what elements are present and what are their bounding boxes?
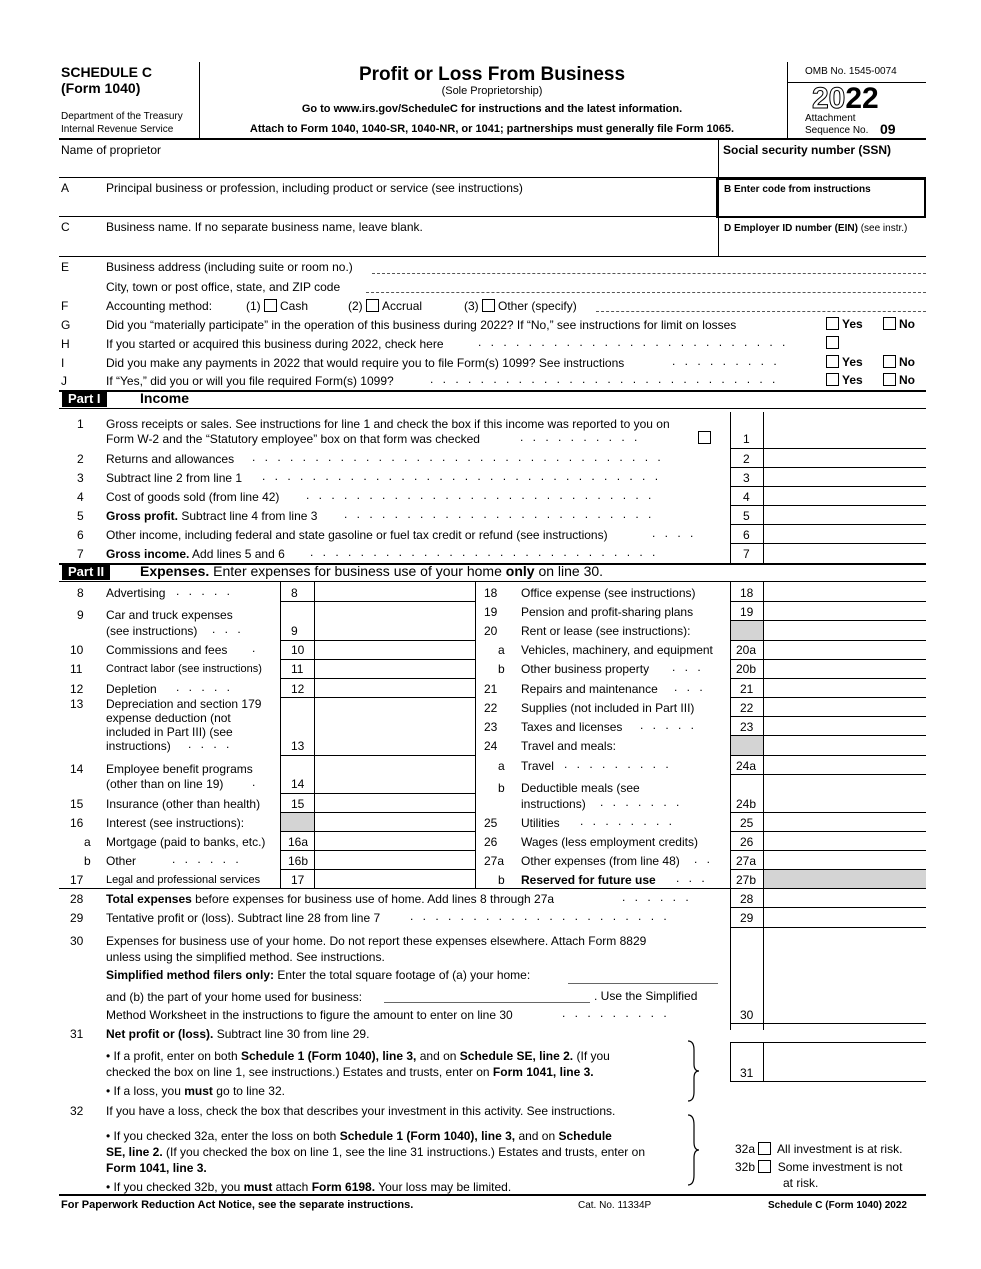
line20-label: Rent or lease (see instructions): — [521, 624, 691, 638]
j-yes[interactable]: Yes — [826, 373, 863, 387]
accrual-option[interactable]: (2) Accrual — [348, 299, 423, 313]
line8-label: Advertising — [106, 586, 166, 600]
g-no[interactable]: No — [883, 317, 915, 331]
line23-label: Taxes and licenses — [521, 720, 623, 734]
line32b-checkbox[interactable] — [758, 1160, 771, 1173]
attach-instructions: Attach to Form 1040, 1040-SR, 1040-NR, or 1041; partnerships must generally file Form 1065. — [249, 123, 735, 135]
line22-label: Supplies (not included in Part III) — [521, 701, 695, 715]
line-e-letter: E — [61, 260, 70, 274]
form-sub: (Form 1040) — [61, 80, 141, 96]
ein-label: D Employer ID number (EIN) (see instr.) — [724, 223, 908, 234]
ssn-label: Social security number (SSN) — [723, 143, 892, 157]
line24b-label-a: Deductible meals (see — [521, 781, 640, 795]
line13-label-a: Depreciation and section 179 — [106, 697, 262, 711]
line3-label: Subtract line 2 from line 1 — [106, 471, 243, 485]
sequence-number: 09 — [880, 121, 896, 137]
proprietor-label: Name of proprietor — [61, 143, 162, 157]
part2-tag: Part II — [62, 564, 110, 580]
omb-number: OMB No. 1545-0074 — [805, 66, 897, 77]
line30-label-f: Method Worksheet in the instructions to figure the amount to enter on line 30 — [106, 1008, 513, 1022]
line28-label: Total expenses before expenses for business use of home. Add lines 8 through 27a — [106, 892, 555, 906]
line-h-label: If you started or acquired this business during 2022, check here — [106, 337, 444, 351]
line32a-option[interactable]: 32a All investment is at risk. — [735, 1142, 903, 1156]
g-no-checkbox[interactable] — [883, 317, 896, 330]
form-title: Profit or Loss From Business — [358, 64, 626, 85]
line29-label: Tentative profit or (loss). Subtract line 28 from line 7 — [106, 911, 381, 925]
accrual-checkbox[interactable] — [366, 299, 379, 312]
business-code-box[interactable] — [716, 178, 926, 218]
line-a-label: Principal business or profession, including product or service (see instructions) — [106, 181, 523, 195]
line32-a-text-3: Form 1041, line 3. — [106, 1161, 207, 1175]
line-e-label: Business address (including suite or room no.) — [106, 260, 353, 274]
other-method-option[interactable]: (3) Other (specify) — [464, 299, 577, 313]
line32b-label-2: at risk. — [783, 1176, 819, 1190]
line24a-label: Travel — [521, 759, 554, 773]
line32b-option[interactable]: 32b Some investment is not — [735, 1160, 903, 1174]
line16-label: Interest (see instructions): — [106, 816, 245, 830]
line9-label-a: Car and truck expenses — [106, 608, 233, 622]
line16b-label: Other — [106, 854, 137, 868]
line17-label: Legal and professional services — [106, 874, 261, 886]
i-yes-checkbox[interactable] — [826, 355, 839, 368]
line32-brace — [686, 1114, 700, 1186]
line-c-label: Business name. If no separate business name, leave blank. — [106, 220, 423, 234]
line31-profit-a: • If a profit, enter on both Schedule 1 (Form 1040), line 3, and on Schedule SE, line 2. (If you — [106, 1049, 610, 1063]
line16a-label: Mortgage (paid to banks, etc.) — [106, 835, 266, 849]
part2-title: Expenses. Enter expenses for business use of your home only on line 30. — [140, 563, 604, 579]
line-c-letter: C — [61, 220, 70, 234]
line-e-city-label: City, town or post office, state, and ZIP code — [106, 280, 341, 294]
line32-a-text: • If you checked 32a, enter the loss on both Schedule 1 (Form 1040), line 3, and on Schedule — [106, 1129, 612, 1143]
line27a-label: Other expenses (from line 48) — [521, 854, 680, 868]
line-h-letter: H — [61, 337, 70, 351]
form-name: SCHEDULE C — [61, 64, 153, 80]
line-j-label: If “Yes,” did you or will you file required Form(s) 1099? — [106, 374, 394, 388]
footer-notice: For Paperwork Reduction Act Notice, see the separate instructions. — [61, 1199, 414, 1211]
line13-label-b: expense deduction (not — [106, 711, 231, 725]
line20b-label: Other business property — [521, 662, 650, 676]
line32-a-text-2: SE, line 2. (If you checked the box on line 1, see the line 31 instructions.) Estates and trusts, enter on — [106, 1145, 645, 1159]
line20a-label: Vehicles, machinery, and equipment — [521, 643, 713, 657]
line12-label: Depletion — [106, 682, 157, 696]
line30-label-b: unless using the simplified method. See instructions. — [106, 950, 385, 964]
line10-label: Commissions and fees — [106, 643, 228, 657]
line30-label-c: Simplified method filers only: Enter the total square footage of (a) your home: — [106, 968, 531, 982]
part1-tag: Part I — [62, 391, 107, 407]
line-i-label: Did you make any payments in 2022 that would require you to file Form(s) 1099? See instructions — [106, 356, 625, 370]
attachment-label: Attachment — [805, 113, 856, 124]
dept-line1: Department of the Treasury — [61, 111, 183, 122]
h-checkbox[interactable] — [826, 336, 839, 349]
line30-label-a: Expenses for business use of your home. Do not report these expenses elsewhere. Attach Form 8829 — [106, 934, 647, 948]
line32-label: If you have a loss, check the box that describes your investment in this activity. See instructions. — [106, 1104, 616, 1118]
line6-label: Other income, including federal and state gasoline or fuel tax credit or refund (see instructions) — [106, 528, 608, 542]
line32a-checkbox[interactable] — [758, 1142, 771, 1155]
line-a-letter: A — [61, 181, 70, 195]
g-yes[interactable]: Yes — [826, 317, 863, 331]
cash-option[interactable]: (1) Cash — [246, 299, 309, 313]
form-subtitle: (Sole Proprietorship) — [441, 85, 543, 97]
goto-instructions: Go to www.irs.gov/ScheduleC for instructions and the latest information. — [301, 103, 683, 115]
line7-label: Gross income. Add lines 5 and 6 — [106, 547, 285, 561]
line30-label-e: . Use the Simplified — [594, 989, 698, 1003]
line30-label-d: and (b) the part of your home used for business: — [106, 990, 363, 1004]
line2-label: Returns and allowances — [106, 452, 235, 466]
j-no[interactable]: No — [883, 373, 915, 387]
business-code-label: B Enter code from instructions — [724, 184, 871, 195]
line1-label-b: Form W-2 and the “Statutory employee” box on that form was checked — [106, 432, 480, 446]
line11-label: Contract labor (see instructions) — [106, 663, 262, 675]
line-j-letter: J — [61, 374, 67, 388]
line19-label: Pension and profit-sharing plans — [521, 605, 694, 619]
j-yes-checkbox[interactable] — [826, 373, 839, 386]
line24-label: Travel and meals: — [521, 739, 616, 753]
line13-label-c: included in Part III) (see — [106, 725, 233, 739]
line27b-label: Reserved for future use — [521, 873, 656, 887]
line-g-label: Did you “materially participate” in the operation of this business during 2022? If “No,” see instructions for limit on losses — [106, 318, 737, 332]
tax-year: 2022 — [812, 82, 879, 115]
statutory-employee-checkbox[interactable] — [698, 431, 711, 444]
line4-label: Cost of goods sold (from line 42) — [106, 490, 280, 504]
line-g-letter: G — [61, 318, 71, 332]
line24b-label-b: instructions) — [521, 797, 586, 811]
j-no-checkbox[interactable] — [883, 373, 896, 386]
line14-label-a: Employee benefit programs — [106, 762, 253, 776]
line-i-letter: I — [61, 356, 65, 370]
footer-form: Schedule C (Form 1040) 2022 — [768, 1200, 907, 1211]
line21-label: Repairs and maintenance — [521, 682, 658, 696]
line31-brace — [686, 1040, 700, 1102]
line25-label: Utilities — [521, 816, 560, 830]
dept-line2: Internal Revenue Service — [61, 124, 174, 135]
line31-label: Net profit or (loss). Subtract line 30 from line 29. — [106, 1027, 370, 1041]
sequence-label: Sequence No. — [805, 125, 869, 136]
line32-b-text: • If you checked 32b, you must attach Form 6198. Your loss may be limited. — [106, 1180, 512, 1194]
line15-label: Insurance (other than health) — [106, 797, 261, 811]
line-f-letter: F — [61, 299, 69, 313]
i-no-checkbox[interactable] — [883, 355, 896, 368]
line26-label: Wages (less employment credits) — [521, 835, 698, 849]
accounting-method-label: Accounting method: — [106, 299, 213, 313]
line1-label-a: Gross receipts or sales. See instructions for line 1 and check the box if this income was reported to you on — [106, 417, 670, 431]
line5-label: Gross profit. Subtract line 4 from line 3 — [106, 509, 318, 523]
footer-cat: Cat. No. 11334P — [578, 1200, 652, 1211]
g-yes-checkbox[interactable] — [826, 317, 839, 330]
part1-title: Income — [140, 390, 190, 406]
line13-label-d: instructions) — [106, 739, 171, 753]
i-no[interactable]: No — [883, 355, 915, 369]
cash-checkbox[interactable] — [264, 299, 277, 312]
line9-label-b: (see instructions) — [106, 624, 198, 638]
line31-profit-b: checked the box on line 1, see instructions.) Estates and trusts, enter on Form 1041, line 3. — [106, 1065, 594, 1079]
line18-label: Office expense (see instructions) — [521, 586, 696, 600]
line31-loss: • If a loss, you must go to line 32. — [106, 1084, 285, 1098]
line14-label-b: (other than on line 19) — [106, 777, 224, 791]
other-method-checkbox[interactable] — [482, 299, 495, 312]
i-yes[interactable]: Yes — [826, 355, 863, 369]
